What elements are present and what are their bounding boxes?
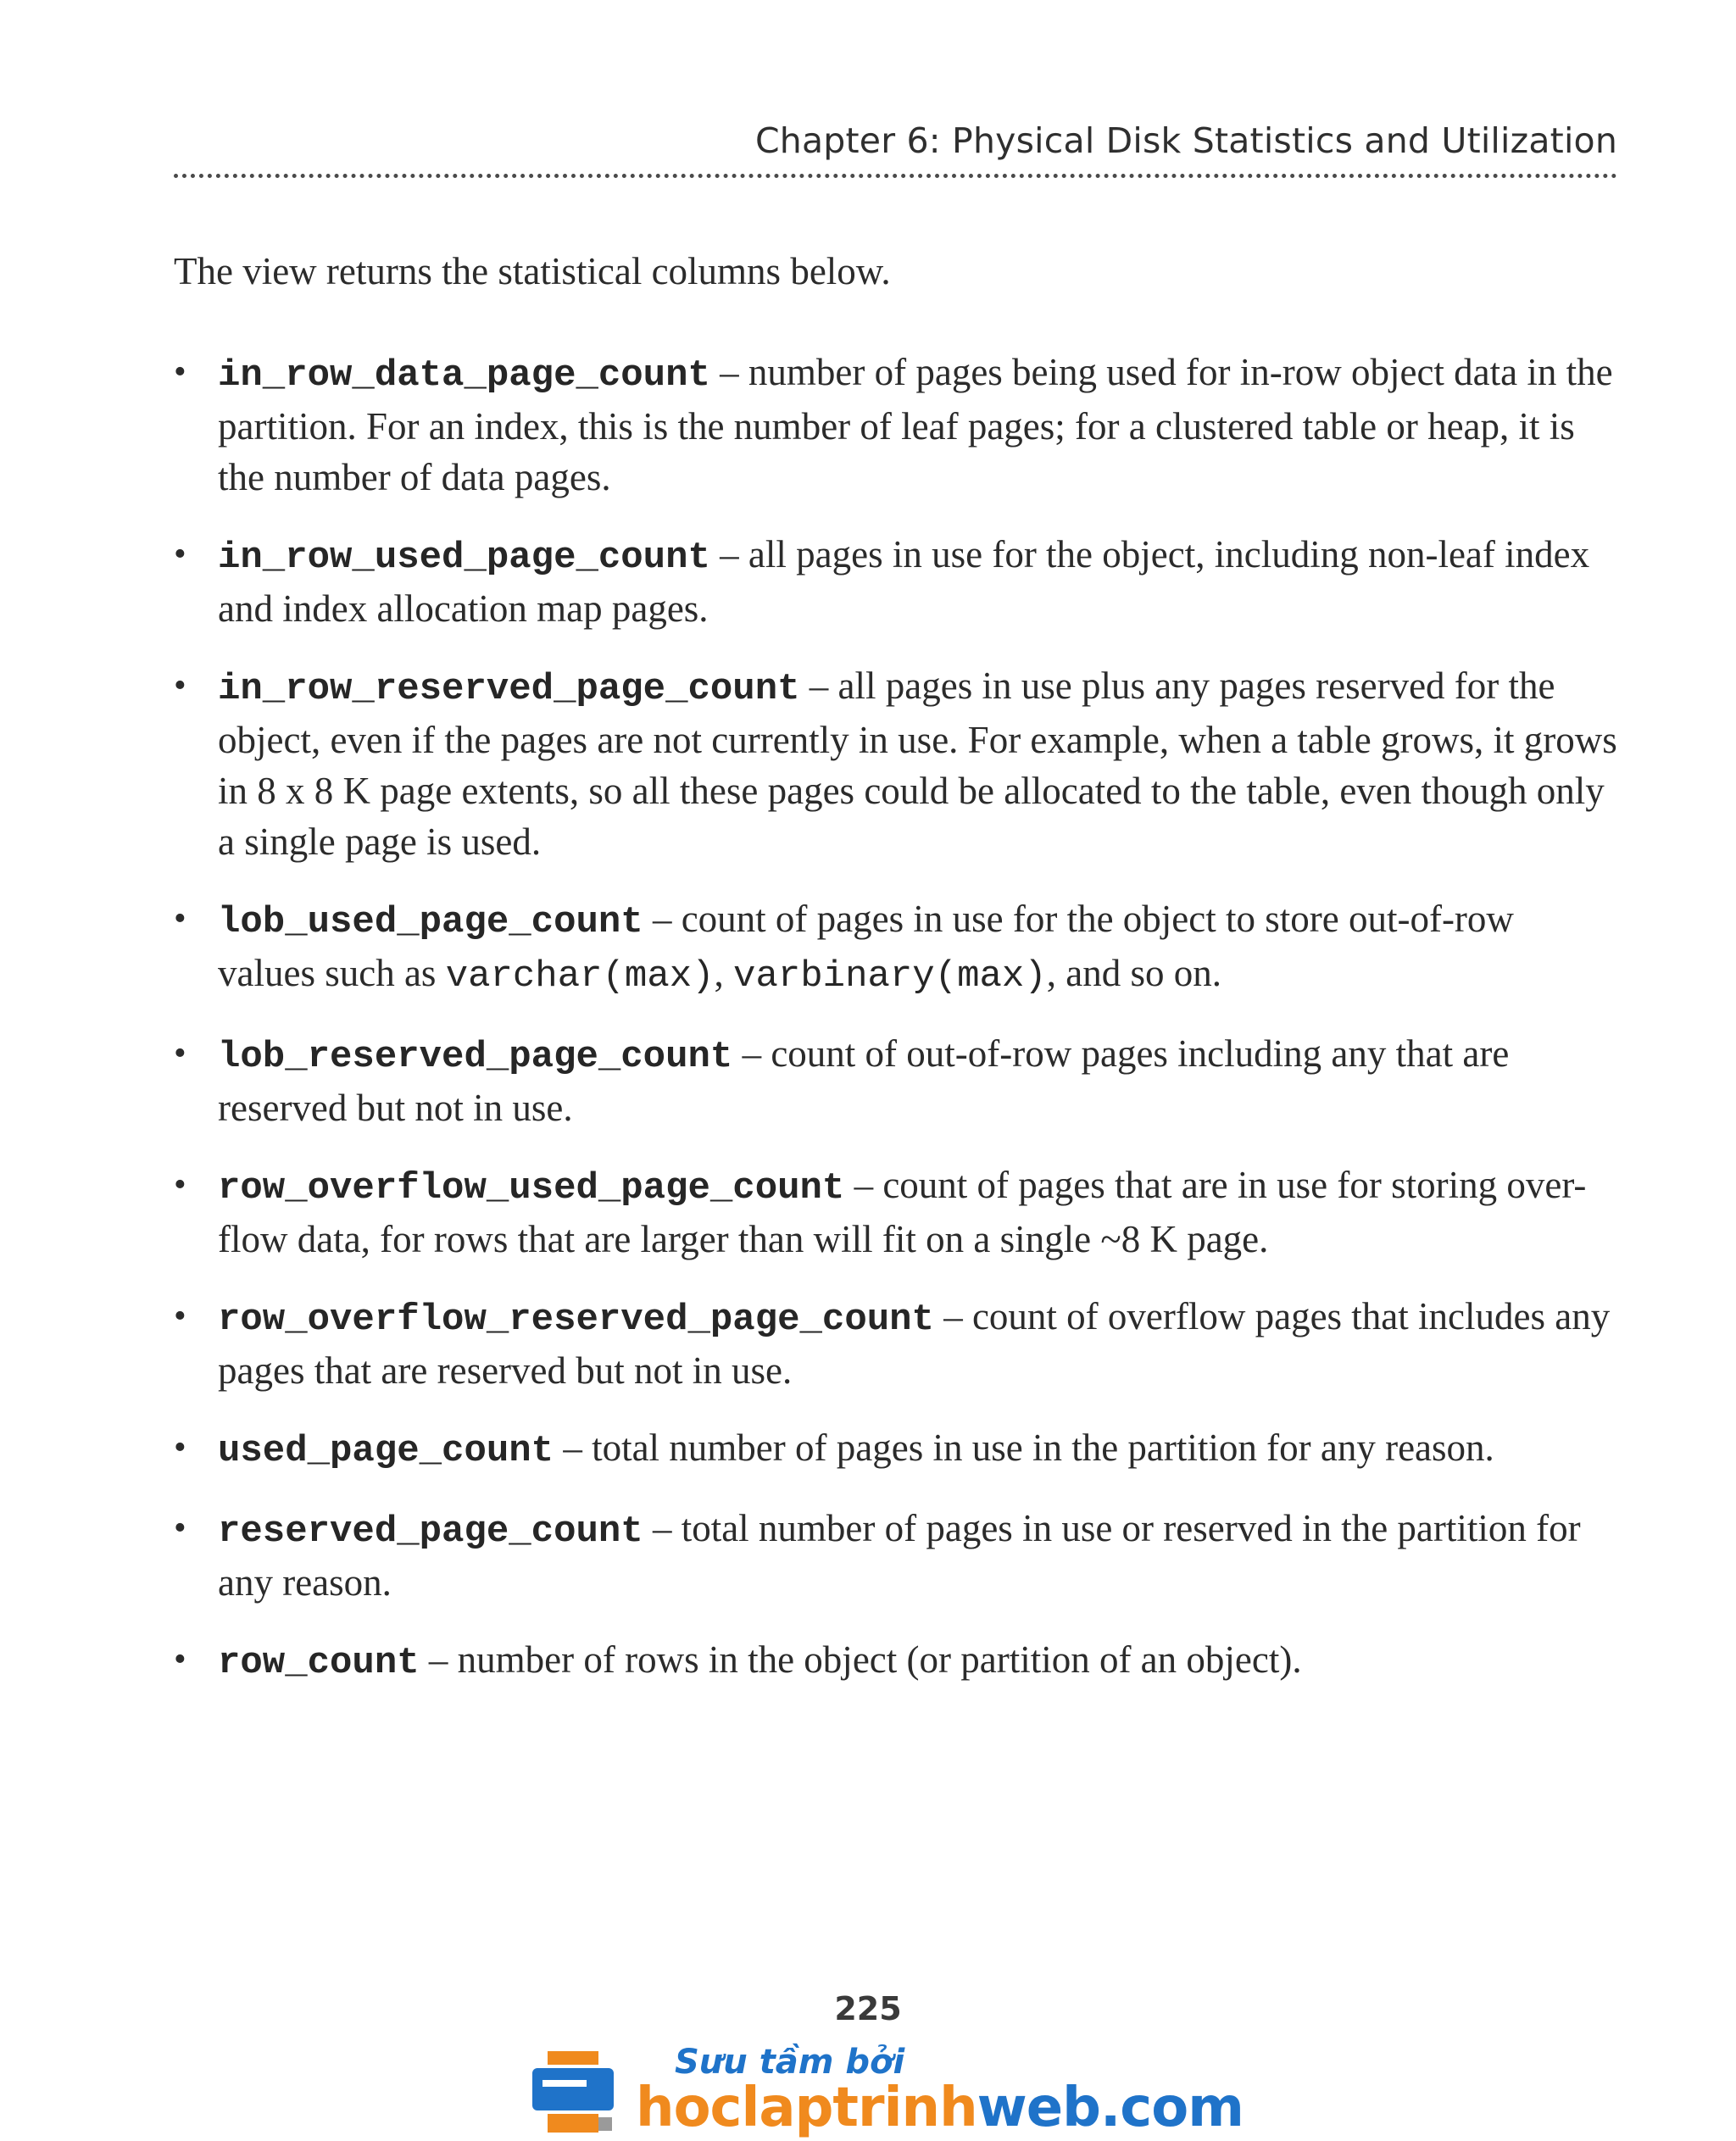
column-list	[174, 347, 1617, 1715]
column-description: – count of out-of-row pages including any that are reserved but not in use.	[218, 1032, 1510, 1129]
watermark-tagline: Sưu tầm bởi	[675, 2043, 905, 2082]
list-item	[174, 529, 1617, 634]
list-item	[174, 1159, 1617, 1265]
bullet-icon: •	[174, 353, 186, 392]
list-item	[174, 347, 1617, 503]
inline-code: varbinary(max)	[733, 955, 1047, 998]
column-term: row_overflow_used_page_count	[218, 1167, 845, 1210]
column-description: – count of pages in use for the object to store out-of-row values such as	[218, 898, 1514, 994]
column-description: – number of rows in the object (or partition of an object).	[419, 1638, 1302, 1681]
printer-logo-icon	[532, 2051, 627, 2136]
watermark-site-part-a: hoclaptrinh	[636, 2077, 977, 2139]
column-description: – number of pages being used for in-row object data in the partition. For an index, this is the number of leaf pages; for a clustered table or heap, it is the number of data pages.	[218, 351, 1613, 498]
header-dotted-rule	[174, 174, 1617, 178]
column-term: lob_reserved_page_count	[218, 1036, 733, 1078]
bullet-icon: •	[174, 899, 186, 938]
column-description: – total number of pages in use or reserved in the partition for any reason.	[218, 1507, 1581, 1604]
list-item	[174, 1291, 1617, 1396]
column-term: reserved_page_count	[218, 1510, 643, 1553]
list-item	[174, 1634, 1617, 1688]
watermark-site-part-b: web.com	[976, 2077, 1244, 2139]
bullet-icon: •	[174, 1297, 186, 1336]
watermark-site-name	[636, 2078, 1244, 2138]
bullet-icon: •	[174, 666, 186, 705]
intro-paragraph: The view returns the statistical columns below.	[174, 250, 891, 292]
column-term: lob_used_page_count	[218, 901, 643, 943]
bullet-icon: •	[174, 1165, 186, 1204]
list-item	[174, 1028, 1617, 1133]
column-description: – count of pages that are in use for storing over-flow data, for rows that are larger than will fit on a single ~8 K page.	[218, 1164, 1587, 1260]
column-term: in_row_reserved_page_count	[218, 668, 800, 710]
bullet-icon: •	[174, 1428, 186, 1467]
column-term: used_page_count	[218, 1430, 554, 1472]
column-term: in_row_used_page_count	[218, 537, 710, 579]
column-term: in_row_data_page_count	[218, 354, 710, 397]
column-description: , and so on.	[1046, 952, 1221, 994]
inline-code: varchar(max)	[445, 955, 715, 998]
column-description: – all pages in use for the object, including non-leaf index and index allocation map pages.	[218, 533, 1590, 630]
bullet-icon: •	[174, 1640, 186, 1679]
page-number: 225	[834, 1990, 902, 2027]
column-description: – count of overflow pages that includes any pages that are reserved but not in use.	[218, 1295, 1611, 1392]
column-term: row_count	[218, 1642, 420, 1684]
running-header: Chapter 6: Physical Disk Statistics and Utilization	[754, 120, 1617, 161]
list-item	[174, 660, 1617, 867]
bullet-icon: •	[174, 1509, 186, 1548]
bullet-icon: •	[174, 1034, 186, 1073]
list-item	[174, 1503, 1617, 1608]
column-description: – all pages in use plus any pages reserved for the object, even if the pages are not currently in use. For example, when a table grows, it grows in 8 x 8 K page extents, so all these pages could be allocated to the table, even though only a single page is used.	[218, 665, 1617, 863]
list-item	[174, 893, 1617, 1002]
column-description: – total number of pages in use in the partition for any reason.	[554, 1426, 1494, 1469]
site-watermark	[532, 2043, 1244, 2139]
list-item	[174, 1422, 1617, 1476]
column-description: ,	[714, 952, 734, 994]
column-term: row_overflow_reserved_page_count	[218, 1299, 934, 1341]
bullet-icon: •	[174, 535, 186, 574]
